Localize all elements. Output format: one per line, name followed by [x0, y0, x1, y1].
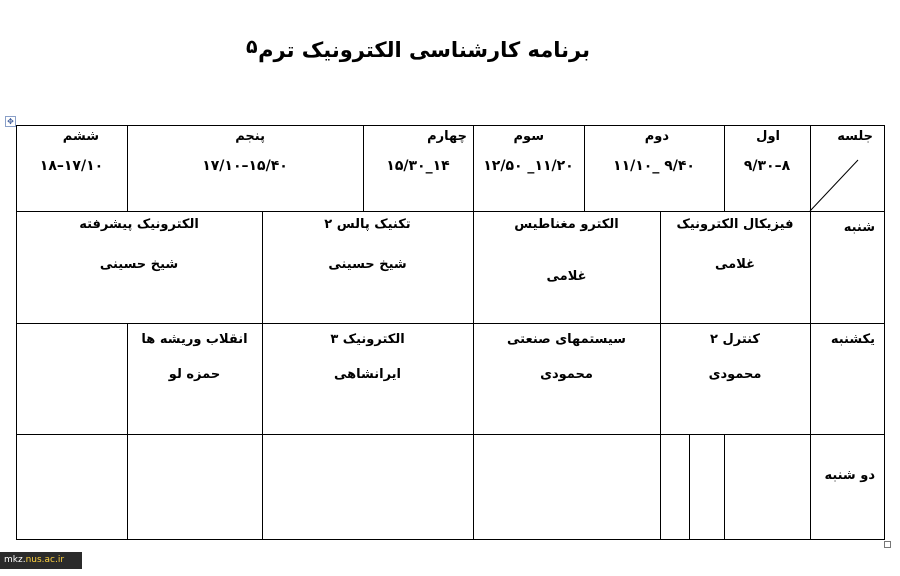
sunday-course-3: [262, 323, 473, 434]
table-resize-handle-icon[interactable]: [884, 541, 891, 548]
course-title: الکترونیک پیشرفته: [79, 217, 199, 232]
course-teacher: محمودی: [540, 367, 593, 382]
session-time: ۱۵/۴۰–۱۷/۱۰: [202, 158, 288, 174]
header-corner: [810, 125, 885, 211]
session-header-2: [584, 125, 724, 211]
session-day: سوم: [513, 129, 544, 144]
site-watermark: [0, 552, 82, 569]
session-day: اول: [756, 129, 780, 144]
session-header-5: [127, 125, 363, 211]
saturday-course-2: [473, 211, 660, 323]
day-label: دو شنبه: [824, 468, 875, 483]
footer-domain: nus.ac.ir: [25, 555, 65, 565]
course-teacher: غلامی: [715, 257, 755, 272]
course-teacher: ایرانشاهی: [333, 367, 402, 382]
session-time: ۹/۴۰ _۱۱/۱۰: [613, 158, 695, 174]
course-title: الکترونیک ۳: [330, 332, 405, 347]
day-label: شنبه: [843, 220, 875, 235]
session-day: پنجم: [235, 129, 265, 144]
course-title: الکترو مغناطیس: [514, 217, 619, 232]
course-title: کنترل ۲: [709, 332, 760, 347]
session-day: ششم: [62, 129, 99, 144]
title-text: برنامه کارشناسی الکترونیک ترم: [258, 38, 590, 62]
session-header-6: [16, 125, 127, 211]
course-title: انقلاب وریشه ها: [141, 332, 248, 347]
table-move-handle-icon[interactable]: ✥: [5, 116, 16, 127]
day-label: یکشنبه: [830, 332, 875, 347]
footer-prefix: mkz.: [4, 555, 26, 565]
course-title: سیستمهای صنعتی: [507, 332, 626, 347]
session-header-3: [473, 125, 584, 211]
corner-label: جلسه: [837, 129, 873, 144]
sunday-course-1: [660, 323, 810, 434]
course-teacher: حمزه لو: [168, 367, 221, 382]
session-time: ۱۱/۲۰_ ۱۲/۵۰: [483, 158, 574, 174]
session-time: ۱۷/۱۰–۱۸: [39, 158, 104, 174]
course-title: تکنیک پالس ۲: [324, 217, 411, 232]
term-number: ۵: [246, 36, 258, 58]
session-header-1: [724, 125, 810, 211]
saturday-course-4: [16, 211, 262, 323]
row-label-monday: [810, 434, 885, 540]
session-day: چهارم: [427, 129, 467, 144]
sunday-course-4: [127, 323, 262, 434]
session-header-4: [363, 125, 473, 211]
session-day: دوم: [644, 129, 669, 144]
course-teacher: غلامی: [546, 269, 587, 284]
sunday-course-2: [473, 323, 660, 434]
session-time: ۸–۹/۳۰: [743, 158, 791, 174]
course-teacher: محمودی: [708, 367, 762, 382]
session-time: ۱۴_۱۵/۳۰: [386, 158, 450, 174]
course-title: فیزیکال الکترونیک: [676, 217, 794, 232]
row-label-saturday: [810, 211, 885, 323]
row-label-sunday: [810, 323, 885, 434]
course-teacher: شیخ حسینی: [328, 257, 407, 272]
saturday-course-1: [660, 211, 810, 323]
saturday-course-3: [262, 211, 473, 323]
course-teacher: شیخ حسینی: [99, 257, 179, 272]
